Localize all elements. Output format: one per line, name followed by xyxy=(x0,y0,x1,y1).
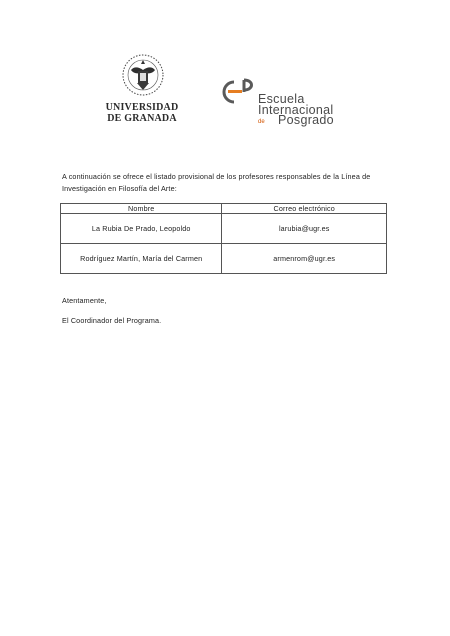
ugr-wordmark-line1: UNIVERSIDAD xyxy=(105,102,179,113)
eip-logo xyxy=(220,76,370,126)
intro-paragraph: A continuación se ofrece el listado provisional de los profesores responsables de la Línea de Investigación en Filosofía del Arte: xyxy=(62,172,371,193)
eip-mark-icon xyxy=(220,78,260,104)
professors-table xyxy=(60,203,387,274)
ugr-crest-icon xyxy=(122,52,164,98)
cell-email: larubia@ugr.es xyxy=(222,214,387,244)
closing-signature: El Coordinador del Programa. xyxy=(62,316,162,325)
ugr-wordmark-line2: DE GRANADA xyxy=(107,113,177,124)
cell-name: La Rubia De Prado, Leopoldo xyxy=(61,214,222,244)
closing-greeting: Atentamente, xyxy=(62,296,107,305)
eip-line-internacional: Internacional xyxy=(258,103,334,117)
eip-line-de: de xyxy=(258,119,265,125)
table-row xyxy=(61,214,387,244)
ugr-wordmark xyxy=(104,102,180,124)
header-nombre: Nombre xyxy=(61,204,222,214)
eip-line-posgrado: Posgrado xyxy=(278,113,334,127)
table-row xyxy=(61,244,387,274)
eip-line-escuela: Escuela xyxy=(258,92,305,106)
header-correo: Correo electrónico xyxy=(222,204,387,214)
table-header-row xyxy=(61,204,387,214)
cell-email: armenrom@ugr.es xyxy=(222,244,387,274)
cell-name: Rodríguez Martín, María del Carmen xyxy=(61,244,222,274)
